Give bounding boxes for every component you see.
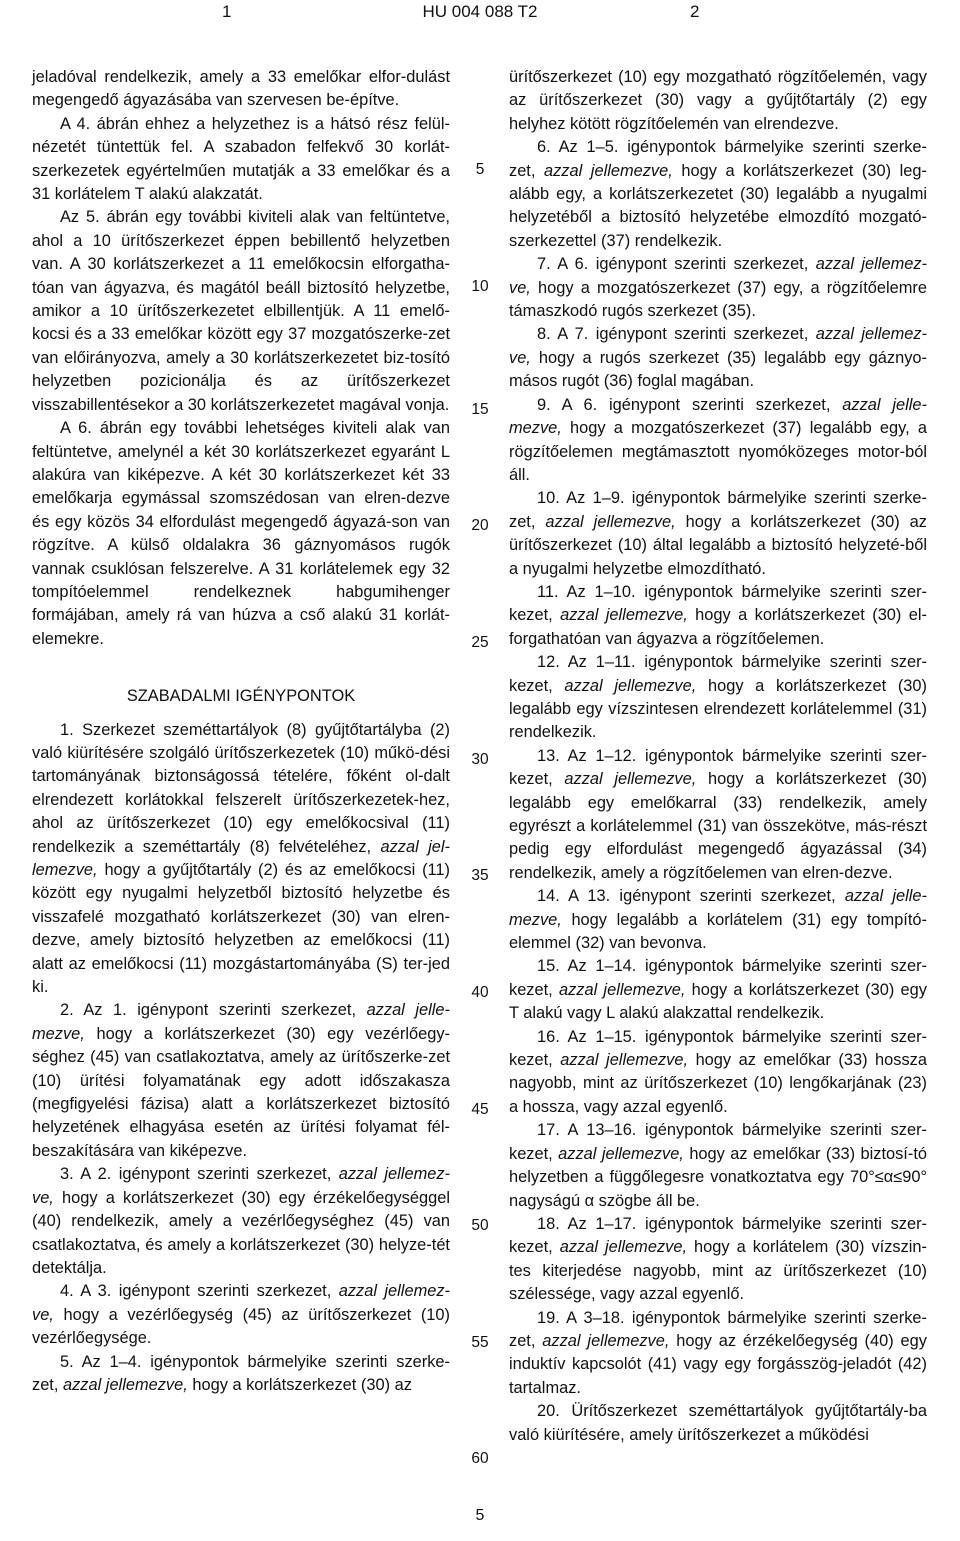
claim (32, 1351, 450, 1398)
claim-text: hogy a korlátszerkezet (30) egy vezérlőegy-séghez (45) van csatlakoztatva, amely az ürítőszerke-zet (10) ürítési folyamatának egy adott időszakasza (megfigyelési fázisa) alatt a korlátszerkezet biztosító helyzetének elhagyása esetén az ürítési folyamat fél-beszakítására van kiképezve. (32, 1024, 450, 1160)
claim-text: 13. Az 1–12. igénypontok bármelyike szerinti szer-kezet, (509, 746, 927, 789)
paragraph: jeladóval rendelkezik, amely a 33 emelőkar elfor-dulást megengedő ágyazásába van szervesen be-építve. (32, 68, 450, 110)
claim-text: 14. A 13. igénypont szerinti szerkezet, (537, 887, 845, 906)
claim (509, 1119, 927, 1213)
claim-text: hogy a korlátszerkezet (30) az ürítőszerkezet (10) által legalább a biztosító helyzeté-ből a nyugalmi helyzetbe elmozdítható. (509, 512, 927, 578)
claim-text: hogy az érzékelőegység (40) egy induktív kapcsolót (41) vagy egy forgásszög-jeladót (42) tartalmaz. (509, 1331, 927, 1397)
claim-phrase: azzal jelle-mezve, (509, 395, 927, 438)
claim (509, 1213, 927, 1307)
claim-text: 2. Az 1. igénypont szerinti szerkezet, (60, 1001, 367, 1020)
claim-phrase: azzal jellemezve, (564, 770, 697, 789)
claim-text: hogy a korlátszerkezet (30) egy érzékelőegységgel (40) rendelkezik, amely a vezérlőegységhez (45) van csatlakoztatva, és amely a korlátszerkezet (30) helyze-tét detektálja. (32, 1188, 450, 1277)
claim-phrase: azzal jellemezve, (560, 606, 688, 625)
claim-text: 3. A 2. igénypont szerinti szerkezet, (60, 1165, 339, 1184)
claim-text: hogy a korlátszerkezet (30) legalább egy vízszintesen elrendezett korlátelemmel (31) rendelkezik. (509, 676, 927, 742)
claim (32, 999, 450, 1163)
line-number: 20 (471, 517, 489, 534)
claim-text: hogy a korlátszerkezet (30) el-forgathatóan van ágyazva a rögzítőelemen. (509, 606, 927, 648)
claim (32, 1280, 450, 1350)
left-page-number: 1 (222, 2, 232, 21)
claim-text: hogy a gyűjtőtartály (2) és az emelőkocsi (11) között egy nyugalmi helyzetből biztosító helyzetbe és visszafelé mozgatható korlátszerkezet (30) van elren-dezve, amely biztosító helyzetben az emelőkocsi (11) alatt az emelőkocsi (11) mozgástartományába (S) ter-jed ki. (32, 861, 450, 997)
claim-phrase: azzal jellemez-ve, (509, 325, 927, 367)
claim-phrase: azzal jellemezve, (564, 676, 697, 695)
claim (32, 719, 450, 1000)
claim-text: hogy a vezérlőegység (45) az ürítőszerkezet (10) vezérlőegysége. (32, 1305, 450, 1348)
claim-phrase: azzal jellemez-ve, (509, 255, 927, 297)
claim-text: 8. A 7. igénypont szerinti szerkezet, (537, 325, 816, 344)
claim-text: 19. A 3–18. igénypontok bármelyike szerinti szerke-zet, (509, 1308, 927, 1350)
claim-phrase: azzal jelle-mezve, (509, 887, 927, 929)
claim-text: hogy a korlátszerkezet (30) legalább egy emelőkarral (33) rendelkezik, amely egyrészt a korlátelemmel (31) van összekötve, más-részt pedig egy elfordulást megengedő ágyazással (34) rendelkezik, amely a rögzítőelemen van elren-dezve. (509, 770, 927, 882)
claim (509, 1307, 927, 1401)
document-id: HU 004 088 T2 (422, 2, 538, 21)
line-number: 30 (471, 751, 489, 768)
claim-phrase: azzal jellemezve, (62, 1375, 188, 1394)
line-number: 60 (471, 1450, 489, 1467)
claim (509, 323, 927, 393)
line-number: 50 (471, 1217, 489, 1234)
claim-text: 1. Szerkezet szeméttartályok (8) gyűjtőtartályba (2) való kiürítésére szolgáló ürítőszerkezetek (10) műkö-dési tartományának biztonságossá tételére, főként ol-dalt elrendezett korlátokkal felszerelt ürítőszerkezetek-hez, ahol az ürítőszerkezet (10) egy emelőkocsival (11) rendelkezik a szeméttartály (8) felvételéhez, (32, 720, 450, 856)
claim (509, 136, 927, 253)
claim: 20. Ürítőszerkezet szeméttartályok gyűjtőtartály-ba való kiürítésére, amely ürítőszerkezet a működési (509, 1402, 927, 1444)
line-number: 35 (471, 867, 489, 884)
claim (509, 651, 927, 745)
claim-text: 4. A 3. igénypont szerinti szerkezet, (60, 1282, 339, 1301)
claim-text: hogy az emelőkar (33) biztosí-tó helyzetben a függőlegesre vonatkoztatva egy 70°≤α≤90° nagyságú α szögbe áll be. (509, 1144, 927, 1210)
claim-text: hogy legalább a korlátelem (31) egy tompító-elemmel (32) van bevonva. (509, 910, 927, 953)
claim-text: 6. Az 1–5. igénypontok bármelyike szerinti szerke-zet, (509, 138, 927, 180)
claim (509, 253, 927, 323)
claim-text: hogy a mozgatószerkezet (37) legalább egy, a rögzítőelemen megtámasztott nyomóközeges motor-ból áll. (509, 419, 927, 484)
claim (509, 581, 927, 651)
line-number: 25 (471, 634, 489, 651)
claim-text: hogy az emelőkar (33) hossza nagyobb, mint az ürítőszerkezet (10) lengőkarjának (23) a hossza, vagy azzal egyenlő. (509, 1051, 927, 1116)
line-number: 45 (471, 1101, 489, 1118)
paragraph: Az 5. ábrán egy további kiviteli alak van feltüntetve, ahol a 10 ürítőszerkezet éppen bebillentő helyzetben van. A 30 korlátszerkezet a 11 emelőkocsin elforgatha-tóan van ágyazva, és magától beáll biztosító helyzetbe, amikor a 10 ürítőszerkezetet elbillentjük. A 11 emelő-kocsi és a 33 emelőkar között egy 37 mozgatószerke-zet van előirányozva, amely a 30 korlátszerkezetet biz-tosító helyzetben pozicionálja és az ürítőszerkezet visszabillentésekor a 30 korlátszerkezetet magával vonja. (32, 208, 450, 414)
line-number: 55 (471, 1334, 489, 1351)
claim-phrase: azzal jellemezve, (560, 1051, 689, 1070)
claim (509, 394, 927, 488)
claim-text: 16. Az 1–15. igénypontok bármelyike szerinti szer-kezet, (509, 1027, 927, 1070)
claim (509, 955, 927, 1025)
claims-heading: SZABADALMI IGÉNYPONTOK (126, 687, 356, 706)
claim-phrase: azzal jelle-mezve, (32, 1001, 450, 1043)
claim-phrase: azzal jellemezve, (542, 1331, 670, 1350)
line-number: 40 (471, 984, 489, 1001)
claim-text: 9. A 6. igénypont szerinti szerkezet, (537, 395, 843, 414)
line-number: 5 (475, 161, 485, 178)
claim-phrase: azzal jellemezve, (558, 980, 686, 999)
claim (509, 487, 927, 581)
claim-phrase: azzal jellemezve, (543, 161, 673, 180)
claim-phrase: azzal jellemezve, (558, 1144, 684, 1163)
claim-text: 7. A 6. igénypont szerinti szerkezet, (537, 255, 816, 274)
line-number: 10 (471, 278, 489, 295)
claim-phrase: azzal jellemez-ve, (32, 1165, 450, 1207)
claim (509, 745, 927, 885)
claim-text: 5. Az 1–4. igénypontok bármelyike szerinti szerke-zet, (32, 1352, 450, 1394)
claim-phrase: azzal jellemez-ve, (32, 1282, 450, 1324)
claim-text: hogy a korlátszerkezet (30) egy T alakú vagy L alakú alakzattal rendelkezik. (509, 980, 927, 1023)
claim-phrase: azzal jellemezve, (559, 1238, 688, 1257)
claim (32, 1163, 450, 1280)
claim-text: 15. Az 1–14. igénypontok bármelyike szerinti szer-kezet, (509, 957, 927, 999)
left-column (32, 66, 450, 1397)
paragraph: ürítőszerkezet (10) egy mozgatható rögzítőelemén, vagy az ürítőszerkezet (30) vagy a gyűjtőtartály (2) egy helyhez kötött rögzítőelemén van elrendezve. (509, 68, 927, 133)
line-number: 15 (471, 401, 489, 418)
claim-text: hogy a mozgatószerkezet (37) egy, a rögzítőelemre támaszkodó rugós szerkezet (35). (509, 278, 927, 321)
claim-text: 18. Az 1–17. igénypontok bármelyike szerinti szer-kezet, (509, 1214, 927, 1257)
paragraph: A 6. ábrán egy további lehetséges kiviteli alak van feltüntetve, amelynél a két 30 korlátszerkezet egyaránt L alakúra van kiképezve. A két 30 korlátszerkezet két 33 emelőkarja egymással szomszédosan van elren-dezve és egy közös 34 elfordulást megengedő ágyazá-son van rögzítve. A külső oldalakra 36 gáznyomásos rugók vannak csuklósan felszerelve. A 31 korlátelemek egy 32 tompítóelemmel rendelkeznek habgumihenger formájában, amely rá van húzva a cső alakú 31 korlát-elemekre. (32, 419, 450, 648)
claim-text: hogy a korlátszerkezet (30) leg-alább egy, a korlátszerkezetet (30) legalább a nyugalmi helyzetéből a biztosító helyzetébe elmozdító mozgató-szerkezettel (37) rendelkezik. (509, 161, 927, 250)
claim (509, 1026, 927, 1120)
claim-phrase: azzal jel-lemezve, (32, 837, 450, 879)
claim (509, 885, 927, 955)
claim-text: hogy a korlátszerkezet (30) az (187, 1375, 412, 1394)
claim-text: 12. Az 1–11. igénypontok bármelyike szerinti szer-kezet, (509, 653, 927, 695)
footer-page-number: 5 (475, 1507, 485, 1524)
claim-text: hogy a rugós szerkezet (35) legalább egy gáznyo-másos rugót (36) foglal magában. (509, 348, 927, 391)
claim-text: 10. Az 1–9. igénypontok bármelyike szerinti szerke-zet, (509, 489, 927, 531)
claim-text: 11. Az 1–10. igénypontok bármelyike szerinti szer-kezet, (509, 582, 927, 625)
right-page-number: 2 (690, 2, 700, 21)
claim-text: 17. A 13–16. igénypontok bármelyike szerinti szer-kezet, (509, 1121, 927, 1163)
claim-phrase: azzal jellemezve, (545, 512, 676, 531)
paragraph: A 4. ábrán ehhez a helyzethez is a hátsó rész felül-nézetét tüntettük fel. A szabadon felfekvő 30 korlát-szerkezetek egyértelműen mutatják a 33 emelőkar és a 31 korlátelem T alakú alakzatát. (32, 114, 450, 204)
claim-text: hogy a korlátelem (30) vízszin-tes kiterjedése nagyobb, mint az ürítőszerkezet (10) szélessége, vagy azzal egyenlő. (509, 1238, 928, 1304)
right-column (509, 66, 927, 1447)
